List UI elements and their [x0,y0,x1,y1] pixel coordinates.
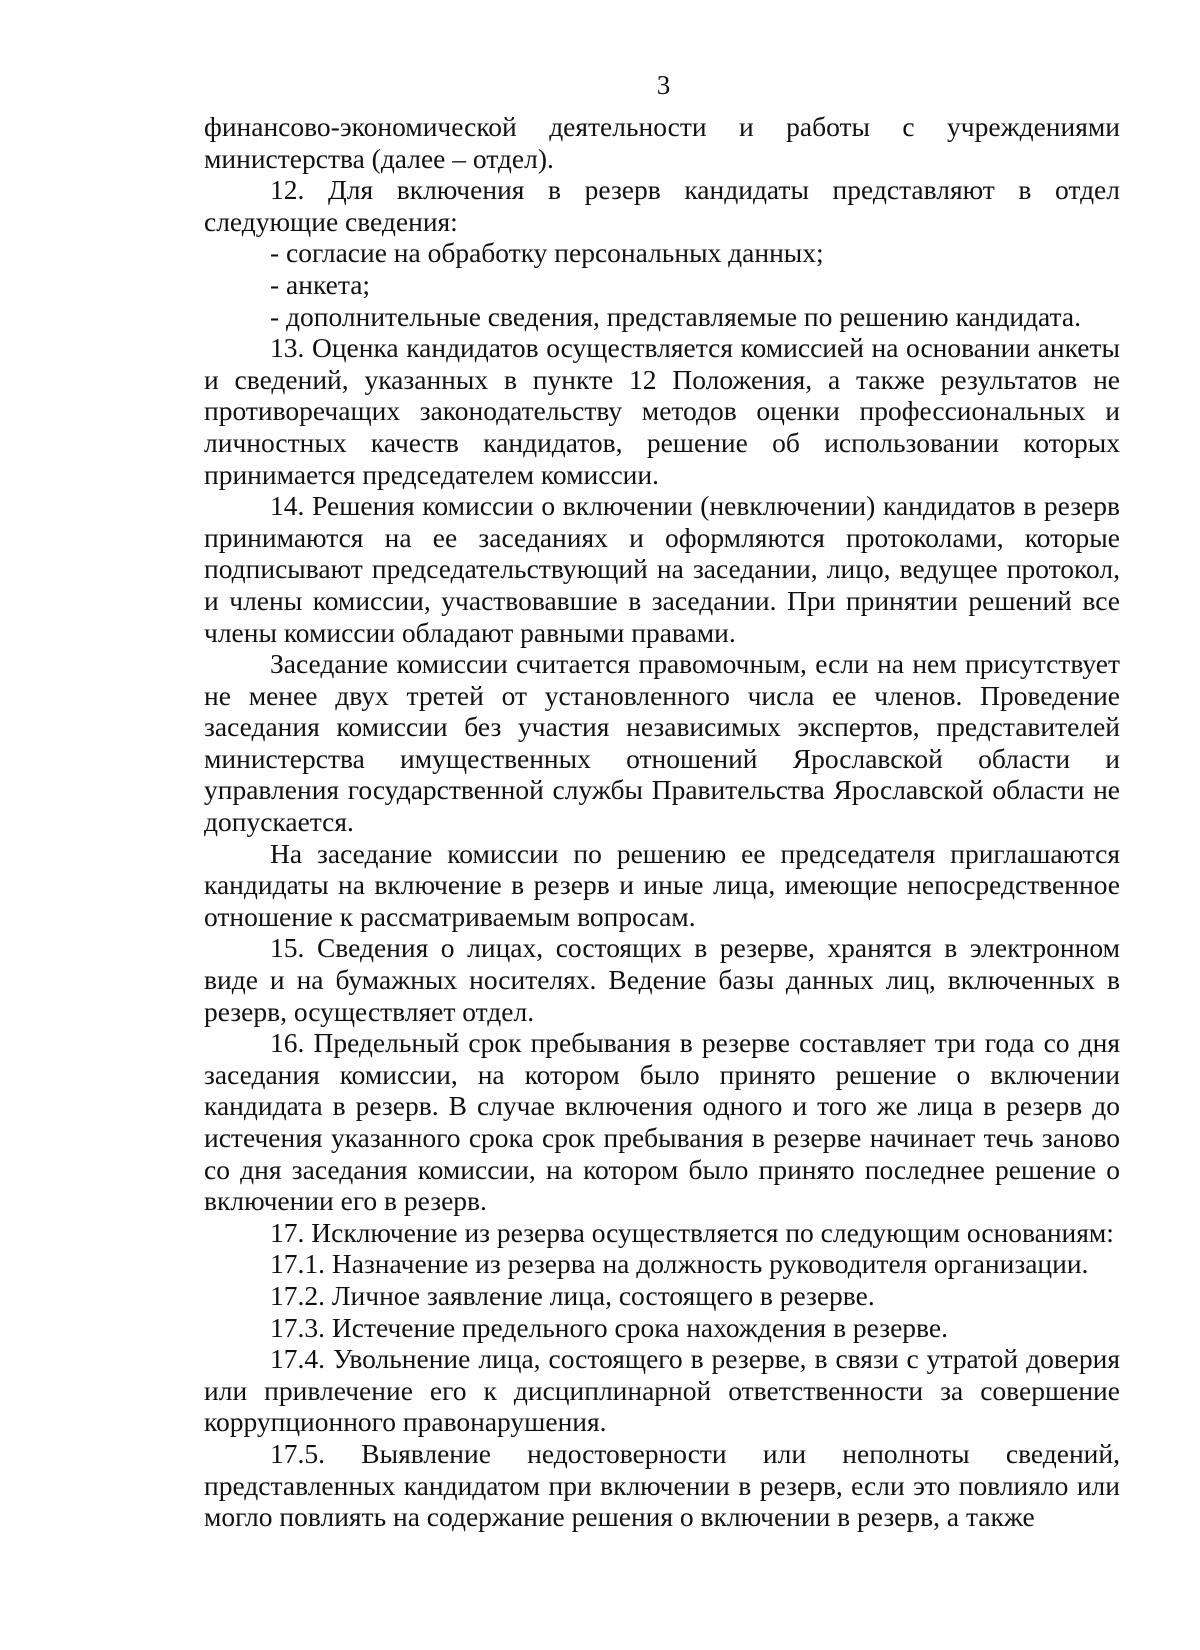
list-item-questionnaire: - анкета; [270,268,371,300]
paragraph-item-17: 17. Исключение из резерва осуществляется по следующим основаниям: [270,1216,1114,1248]
paragraph-item-16: 16. Предельный срок пребывания в резерве составляет три года со дня заседания комиссии, на котором было принято решение о включении кандидата в резерв. В случае включения одного и того же лица в резерв до истечения указанного срока срок пребывания в резерве начинает течь заново со дня заседания комиссии, на котором было принято последнее решение о включении его в резерв. [204,1027,1120,1217]
paragraph-continuation: финансово-экономической деятельности и работы с учреждениями министерства (далее – отдел). [204,111,1120,174]
paragraph-invitation: На заседание комиссии по решению ее председателя приглашаются кандидаты на включение в резерв и иные лица, имеющие непосредственное отношение к рассматриваемым вопросам. [204,837,1120,932]
paragraph-item-17-3: 17.3. Истечение предельного срока нахождения в резерве. [270,1311,948,1343]
paragraph-item-15: 15. Сведения о лицах, состоящих в резерве, хранятся в электронном виде и на бумажных носителях. Ведение базы данных лиц, включенных в резерв, осуществляет отдел. [204,932,1120,1027]
paragraph-item-14: 14. Решения комиссии о включении (невключении) кандидатов в резерв принимаются на ее заседаниях и оформляются протоколами, которые подписывают председательствующий на заседании, лицо, ведущее протокол, и члены комиссии, участвовавшие в заседании. При принятии решений все члены комиссии обладают равными правами. [204,490,1120,648]
paragraph-item-12: 12. Для включения в резерв кандидаты представляют в отдел следующие сведения: [204,174,1120,237]
page-number: 3 [656,70,671,100]
paragraph-item-17-2: 17.2. Личное заявление лица, состоящего в резерве. [270,1279,875,1311]
paragraph-item-13: 13. Оценка кандидатов осуществляется комиссией на основании анкеты и сведений, указанных в пункте 12 Положения, а также результатов не противоречащих законодательству методов оценки профессиональных и личностных качеств кандидатов, решение об использовании которых принимается председателем комиссии. [204,332,1120,490]
paragraph-item-17-1: 17.1. Назначение из резерва на должность руководителя организации. [270,1248,1089,1280]
list-item-consent: - согласие на обработку персональных данных; [270,237,824,269]
paragraph-item-17-4: 17.4. Увольнение лица, состоящего в резерве, в связи с утратой доверия или привлечение его к дисциплинарной ответственности за совершение коррупционного правонарушения. [204,1343,1120,1438]
list-item-additional-info: - дополнительные сведения, представляемые по решению кандидата. [270,300,1081,332]
paragraph-item-17-5: 17.5. Выявление недостоверности или неполноты сведений, представленных кандидатом при включении в резерв, если это повлияло или могло повлиять на содержание решения о включении в резерв, а также [204,1437,1120,1533]
paragraph-quorum: Заседание комиссии считается правомочным, если на нем присутствует не менее двух третей от установленного числа ее членов. Проведение заседания комиссии без участия независимых экспертов, представителей министерства имущественных отношений Ярославской области и управления государственной службы Правительства Ярославской области не допускается. [204,648,1120,838]
document-body [204,111,1120,1533]
